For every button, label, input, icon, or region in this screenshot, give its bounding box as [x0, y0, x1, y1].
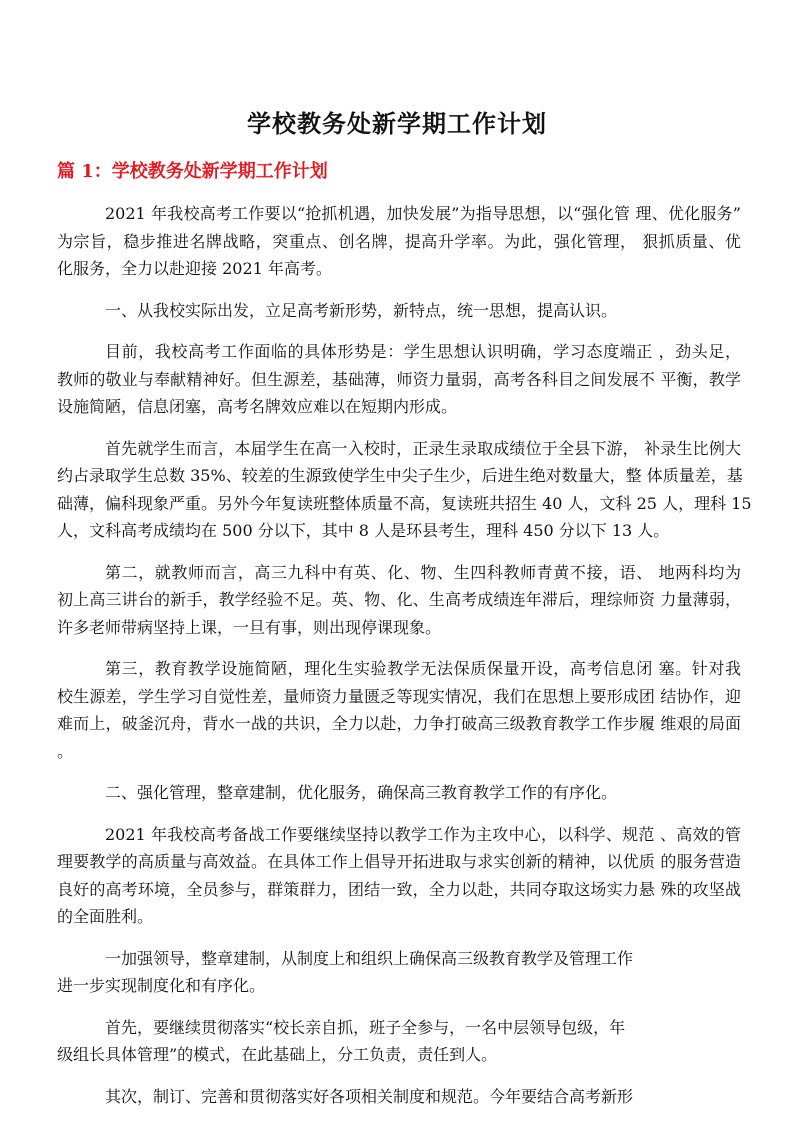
text-line: 其次，制订、完善和贯彻落实好各项相关制度和规范。今年要结合高考新形 — [105, 1086, 634, 1106]
paragraph — [57, 200, 741, 283]
text-line: 一、从我校实际出发，立足高考新形势，新特点，统一思想，提高认识。 — [105, 300, 618, 320]
text-line: 。 — [57, 741, 74, 761]
document-title: 学校教务处新学期工作计划 — [247, 109, 547, 138]
paragraph — [57, 297, 741, 325]
paragraph — [57, 338, 741, 421]
text-line: 二、强化管理，整章建制，优化服务，确保高三教育教学工作的有序化。 — [105, 783, 618, 802]
document-body — [57, 200, 752, 1124]
text-line: 的全面胜利。 — [57, 907, 154, 926]
paragraph — [57, 559, 741, 642]
paragraph — [57, 1014, 741, 1069]
text-line: 化服务，全力以赴迎接 2021 年高考。 — [57, 259, 332, 278]
text-line: 理要教学的高质量与高效益。在具体工作上倡导开拓进取与求实创新的精神，以优质 的服务营造 — [57, 852, 741, 871]
text-line: 一加强领导，整章建制，从制度上和组织上确保高三级教育教学及管理工作 — [105, 948, 634, 968]
paragraph — [57, 821, 741, 931]
text-line: 许多老师带病坚持上课，一旦有事，则出现停课现象。 — [57, 617, 442, 637]
text-line: 难而上，破釜沉舟，背水一战的共识，全力以赴，力争打破高三级教育教学工作步履 维艰的局面 — [57, 714, 741, 733]
text-line: 首先，要继续贯彻落实“校长亲自抓，班子全参与，一名中层领导包级，年 — [105, 1017, 626, 1037]
paragraph — [57, 435, 752, 545]
text-line: 2021 年我校高考备战工作要继续坚持以教学工作为主攻中心，以科学、规范 、高效的管 — [105, 824, 741, 844]
text-line: 目前，我校高考工作面临的具体形势是：学生思想认识明确，学习态度端正 ，劲头足， — [105, 342, 741, 361]
section-heading: 篇 1：学校教务处新学期工作计划 — [57, 161, 328, 182]
paragraph — [57, 779, 741, 807]
text-line: 教师的敬业与奉献精神好。但生源差，基础薄，师资力量弱，高考各科目之间发展不 平衡，教学 — [57, 369, 741, 389]
text-line: 人，文科高考成绩均在 500 分以下，其中 8 人是环县考生，理科 450 分以下 13 人。 — [57, 521, 670, 540]
paragraph — [57, 1083, 741, 1111]
text-line: 第二，就教师而言，高三九科中有英、化、物、生四科教师青黄不接，语、 地两科均为 — [105, 562, 741, 582]
text-line: 初上高三讲台的新手，教学经验不足。英、物、化、生高考成绩连年滞后，理综师资 力量薄弱， — [57, 590, 741, 609]
text-line: 约占录取学生总数 35%、较差的生源致使学生中尖子生少，后进生绝对数量大，整 体质量差，基 — [57, 466, 743, 485]
text-line: 良好的高考环境，全员参与，群策群力，团结一致，全力以赴，共同夺取这场实力悬 殊的攻坚战 — [57, 879, 741, 899]
text-line: 进一步实现制度化和有序化。 — [57, 976, 266, 995]
text-line: 第三，教育教学设施简陋，理化生实验教学无法保质保量开设，高考信息闭 塞。针对我 — [105, 659, 741, 678]
text-line: 级组长具体管理”的模式，在此基础上，分工负责，责任到人。 — [57, 1045, 498, 1064]
text-line: 2021 年我校高考工作要以“抢抓机遇，加快发展”为指导思想，以“强化管 理、优化服务” — [105, 204, 741, 223]
text-line: 础薄，偏科现象严重。另外今年复读班整体质量不高，复读班共招生 40 人，文科 25 人，理科 15 — [57, 493, 752, 513]
text-line: 首先就学生而言，本届学生在高一入校时，正录生录取成绩位于全县下游， 补录生比例大 — [105, 438, 741, 458]
text-line: 校生源差，学生学习自觉性差，量师资力量匮乏等现实情况，我们在思想上要形成团 结协作，迎 — [57, 686, 741, 706]
text-line: 为宗旨，稳步推进名牌战略，突重点、创名牌，提高升学率。为此，强化管理， 狠抓质量、优 — [57, 231, 741, 251]
paragraph — [57, 945, 741, 1000]
paragraph — [57, 655, 741, 765]
text-line: 设施简陋，信息闭塞，高考名牌效应难以在短期内形成。 — [57, 397, 458, 416]
